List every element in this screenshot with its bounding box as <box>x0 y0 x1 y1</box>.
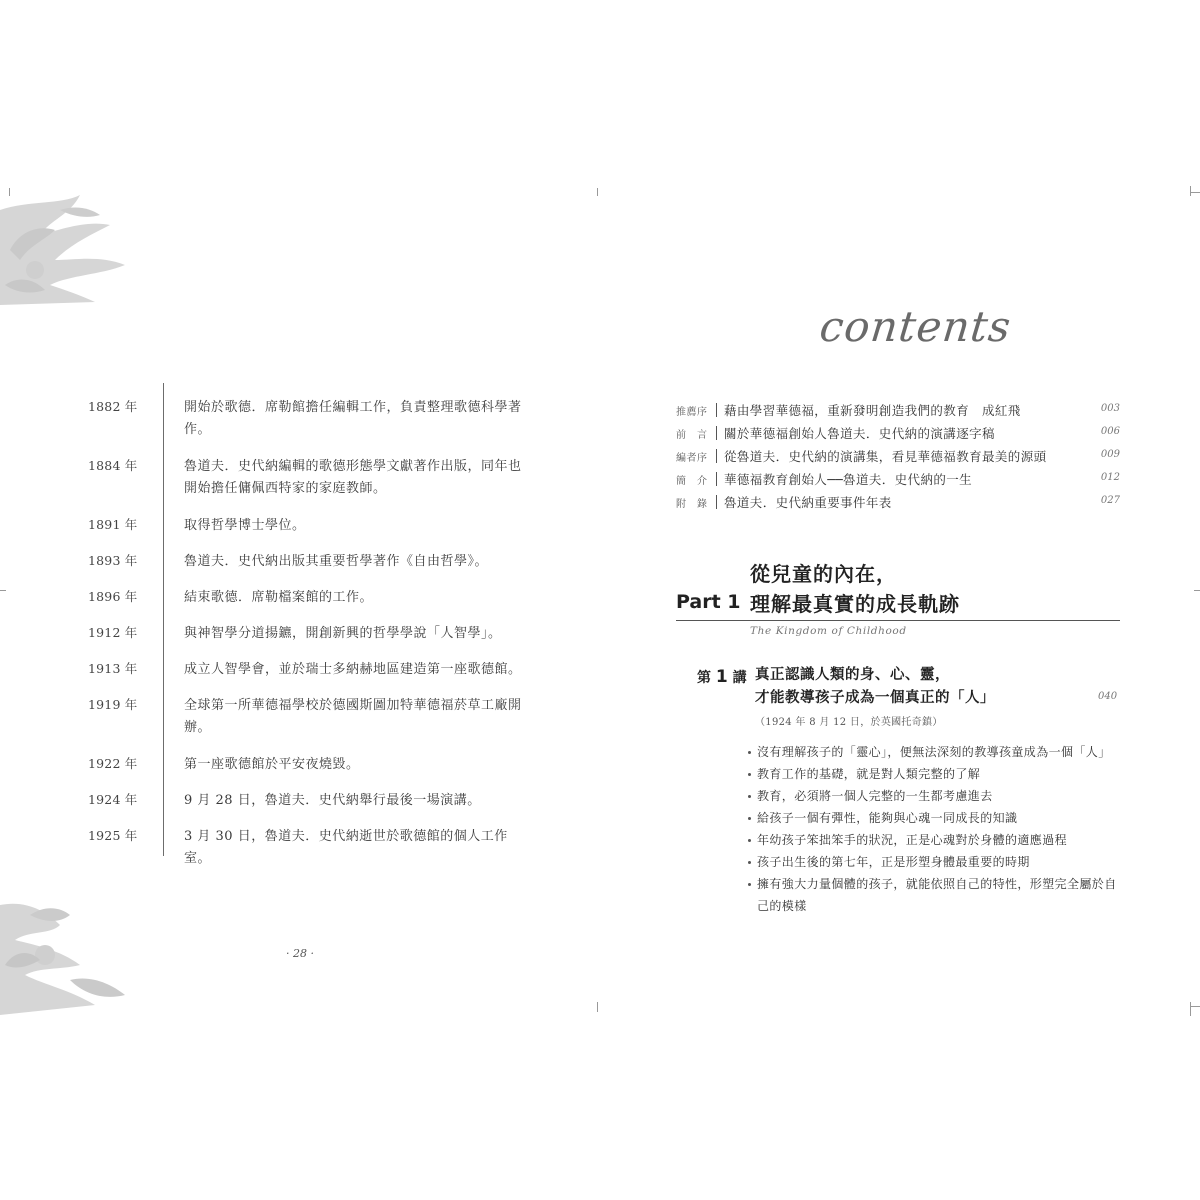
timeline-year: 1913 年 <box>88 661 138 676</box>
crop-mark <box>1190 192 1200 193</box>
part-title-line: 從兒童的內在， <box>750 562 897 586</box>
crop-mark <box>597 188 598 196</box>
list-item: 擁有強大力量個體的孩子，就能依照自己的特性，形塑完全屬於自己的模樣 <box>747 873 1127 917</box>
crop-mark <box>1194 590 1200 591</box>
crop-mark <box>0 590 6 591</box>
list-item: 給孩子一個有彈性，能夠與心魂一同成長的知識 <box>747 807 1127 829</box>
toc-label: 推薦序 <box>676 407 708 418</box>
toc-title: 藉由學習華德福，重新發明創造我們的教育 成紅飛 <box>724 403 1021 418</box>
part-subtitle: The Kingdom of Childhood <box>750 625 907 637</box>
toc-page-number: 006 <box>1100 426 1120 437</box>
part-title-line: 理解最真實的成長軌跡 <box>750 592 960 616</box>
contents-heading: contents <box>817 302 1014 351</box>
toc-label: 前 言 <box>676 430 708 441</box>
crop-mark <box>1190 1006 1200 1007</box>
floral-ornament-icon <box>0 895 140 1015</box>
toc-title: 魯道夫．史代納重要事件年表 <box>724 495 892 510</box>
toc-page-number: 012 <box>1100 472 1120 483</box>
timeline-event: 成立人智學會，並於瑞士多納赫地區建造第一座歌德館。 <box>184 662 522 677</box>
toc-entry[interactable] <box>676 492 1122 515</box>
toc-divider <box>716 403 717 417</box>
toc-entry[interactable] <box>676 423 1122 446</box>
lecture-topics <box>747 741 1127 917</box>
crop-mark <box>597 1002 598 1012</box>
lecture-suffix: 講 <box>732 670 747 686</box>
toc-divider <box>716 472 717 486</box>
toc-label: 編者序 <box>676 453 708 464</box>
part-label: Part 1 <box>676 591 741 613</box>
toc-title: 從魯道夫．史代納的演講集，看見華德福教育最美的源頭 <box>724 449 1047 464</box>
timeline-year: 1925 年 <box>88 828 138 843</box>
timeline-year: 1891 年 <box>88 517 138 532</box>
timeline-event: 9 月 28 日，魯道夫．史代納舉行最後一場演講。 <box>184 793 481 808</box>
timeline-event: 與神智學分道揚鑣，開創新興的哲學學說「人智學」。 <box>184 626 502 641</box>
toc-divider <box>716 495 717 509</box>
toc-title: 關於華德福創始人魯道夫．史代納的演講逐字稿 <box>724 426 995 441</box>
timeline-event: 第一座歌德館於平安夜燒毀。 <box>184 757 360 772</box>
timeline-year: 1922 年 <box>88 756 138 771</box>
part-divider <box>676 620 1120 621</box>
timeline-year: 1884 年 <box>88 458 138 473</box>
timeline-year: 1912 年 <box>88 625 138 640</box>
toc-divider <box>716 449 717 463</box>
toc-page-number: 027 <box>1100 495 1120 506</box>
timeline-event: 全球第一所華德福學校於德國斯圖加特華德福菸草工廠開辦。 <box>184 698 522 735</box>
lecture-title-line: 真正認識人類的身、心、靈， <box>755 667 950 683</box>
toc-page-number: 009 <box>1100 449 1120 460</box>
list-item: 孩子出生後的第七年，正是形塑身體最重要的時期 <box>747 851 1127 873</box>
lecture-page-number: 040 <box>1098 691 1118 702</box>
toc-entry[interactable] <box>676 400 1122 423</box>
toc-entry[interactable] <box>676 446 1122 469</box>
toc-label: 簡 介 <box>676 476 708 487</box>
lecture-date: （1924 年 8 月 12 日，於英國托奇鎮） <box>755 717 943 728</box>
lecture-label <box>697 667 747 687</box>
timeline-year: 1896 年 <box>88 589 138 604</box>
crop-mark <box>1190 1002 1191 1016</box>
toc-entry[interactable] <box>676 469 1122 492</box>
timeline-year: 1893 年 <box>88 553 138 568</box>
table-of-contents <box>676 400 1122 515</box>
timeline-event: 魯道夫．史代納編輯的歌德形態學文獻著作出版，同年也開始擔任傭佩西特家的家庭教師。 <box>184 459 522 496</box>
toc-page-number: 003 <box>1100 403 1120 414</box>
crop-mark <box>1190 186 1191 196</box>
list-item: 教育工作的基礎，就是對人類完整的了解 <box>747 763 1127 785</box>
list-item: 年幼孩子笨拙笨手的狀況，正是心魂對於身體的適應過程 <box>747 829 1127 851</box>
page-number: · 28 · <box>286 947 314 960</box>
timeline-event: 3 月 30 日，魯道夫．史代納逝世於歌德館的個人工作室。 <box>184 829 508 866</box>
timeline-event: 魯道夫．史代納出版其重要哲學著作《自由哲學》。 <box>184 554 489 569</box>
part-title <box>750 559 1130 619</box>
lecture-title-line: 才能教導孩子成為一個真正的「人」 <box>755 690 995 706</box>
timeline-event: 結束歌德．席勒檔案館的工作。 <box>184 590 374 605</box>
timeline-year: 1924 年 <box>88 792 138 807</box>
lecture-prefix: 第 <box>697 670 711 686</box>
list-item: 沒有理解孩子的「靈心」，便無法深刻的教導孩童成為一個「人」 <box>747 741 1127 763</box>
lecture-number: 1 <box>715 667 728 687</box>
timeline-year: 1919 年 <box>88 697 138 712</box>
timeline-year: 1882 年 <box>88 399 138 414</box>
toc-label: 附 錄 <box>676 499 708 510</box>
timeline-event: 取得哲學博士學位。 <box>184 518 306 533</box>
lecture-title[interactable] <box>755 664 1075 710</box>
toc-divider <box>716 426 717 440</box>
timeline-divider <box>163 383 164 856</box>
toc-title: 華德福教育創始人──魯道夫．史代納的一生 <box>724 472 973 487</box>
timeline-event: 開始於歌德．席勒館擔任編輯工作，負責整理歌德科學著作。 <box>184 400 522 437</box>
list-item: 教育，必須將一個人完整的一生都考慮進去 <box>747 785 1127 807</box>
floral-ornament-icon <box>0 190 150 305</box>
